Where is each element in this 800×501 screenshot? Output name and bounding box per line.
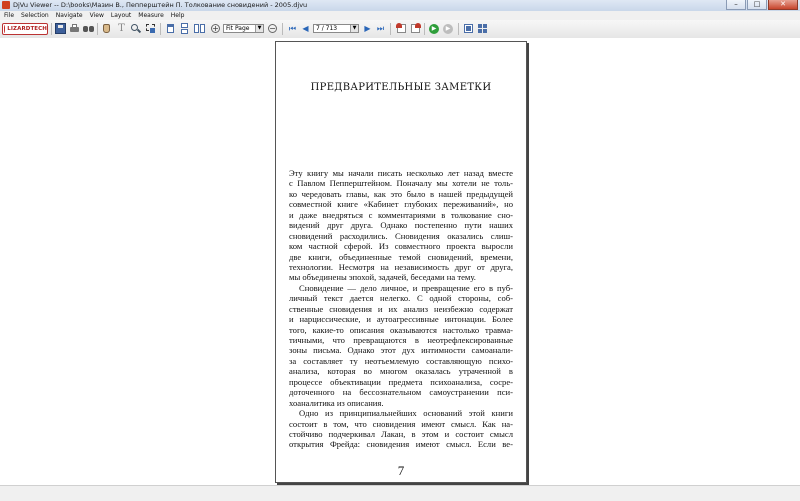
text-line: сновидений расходились. Сновидения оказались слиш- bbox=[289, 230, 513, 241]
text-line: состоит в том, что сновидения имеют смысл. Как на- bbox=[289, 418, 513, 429]
close-button[interactable]: ✕ bbox=[768, 0, 798, 10]
page-body-text bbox=[289, 168, 513, 450]
thumbnails-icon[interactable] bbox=[463, 23, 474, 34]
toolbar bbox=[0, 20, 800, 39]
maximize-button[interactable]: □ bbox=[747, 0, 767, 10]
rotate-right-icon[interactable] bbox=[410, 23, 421, 34]
horizontal-scrollbar[interactable] bbox=[0, 485, 800, 501]
rotate-left-icon[interactable] bbox=[396, 23, 407, 34]
window-title: DjVu Viewer -- D:\books\Мазин В., Пепперштейн П. Толкование сновидений - 2005.djvu bbox=[13, 1, 308, 9]
zoom-dropdown[interactable] bbox=[223, 24, 264, 33]
text-line: ком частной сферой. Из совместного проекта выросли bbox=[289, 241, 513, 252]
text-line: того, какие-то описания оказываются настолько травма- bbox=[289, 324, 513, 335]
app-icon bbox=[2, 1, 10, 9]
menu-help[interactable]: Help bbox=[170, 12, 185, 19]
page-heading: ПРЕДВАРИТЕЛЬНЫЕ ЗАМЕТКИ bbox=[310, 82, 492, 93]
region-select-icon[interactable] bbox=[145, 23, 156, 34]
chevron-down-icon[interactable]: ▼ bbox=[350, 25, 358, 32]
zoom-tool-icon[interactable] bbox=[130, 23, 141, 34]
print-icon[interactable] bbox=[69, 23, 80, 34]
save-icon[interactable] bbox=[55, 23, 66, 34]
menu-bar bbox=[0, 11, 800, 20]
text-line: и даже внедряться с комментариями в толкование сно- bbox=[289, 209, 513, 220]
menu-view[interactable]: View bbox=[89, 12, 104, 19]
text-line: анализа, которая во многом оказалась утраченной в bbox=[289, 366, 513, 377]
text-line: совместной книге «Кабинет глубоких переживаний», но bbox=[289, 199, 513, 210]
hand-tool-icon[interactable] bbox=[101, 23, 112, 34]
minimize-button[interactable]: – bbox=[726, 0, 746, 10]
zoom-value: Fit Page bbox=[226, 25, 250, 32]
text-line: технологии. Несмотря на независимость друг от друга, bbox=[289, 261, 513, 272]
text-line: за составляет ту неотъемлемую составляющую психо- bbox=[289, 355, 513, 366]
document-page[interactable] bbox=[275, 41, 527, 483]
window-controls bbox=[726, 0, 798, 11]
text-line: открытия Фрейда: сновидения имеют смысл. Если ве- bbox=[289, 439, 513, 450]
text-line: зоны письма. Однако этот дух интимности самоанали- bbox=[289, 345, 513, 356]
facing-pages-icon[interactable] bbox=[194, 23, 205, 34]
text-line: ко чередовать главы, как это было в нашей предыдущей bbox=[289, 188, 513, 199]
forward-icon[interactable]: ▶ bbox=[443, 24, 453, 34]
next-page-icon[interactable]: ▶ bbox=[364, 24, 371, 33]
zoom-in-icon[interactable]: + bbox=[212, 24, 219, 33]
text-line: две книги, объединенные темой сновидений, времени, bbox=[289, 251, 513, 262]
menu-file[interactable]: File bbox=[4, 12, 15, 19]
text-line: и нарциссические, и аутоагрессивные интонации. Более bbox=[289, 314, 513, 325]
menu-selection[interactable]: Selection bbox=[21, 12, 49, 19]
find-icon[interactable] bbox=[83, 23, 94, 34]
back-icon[interactable]: ▶ bbox=[429, 24, 439, 34]
menu-layout[interactable]: Layout bbox=[110, 12, 132, 19]
single-page-icon[interactable] bbox=[165, 23, 176, 34]
continuous-icon[interactable] bbox=[179, 23, 190, 34]
text-line: процессе объективации предмета психоанализа, сосре- bbox=[289, 376, 513, 387]
menu-measure[interactable]: Measure bbox=[138, 12, 164, 19]
menu-navigate[interactable]: Navigate bbox=[55, 12, 83, 19]
text-line: личный текст дается нелегко. С одной стороны, соб- bbox=[289, 293, 513, 304]
first-page-icon[interactable]: ⏮ bbox=[288, 24, 297, 33]
text-line: тичными, что превращаются в неотрефлексированные bbox=[289, 335, 513, 345]
text-line: Сновидение — дело личное, и превращение его в пуб- bbox=[299, 282, 513, 293]
page-number-value: 7 / 713 bbox=[316, 25, 338, 32]
text-line: видений друг друга. Однако постепенно пути наших bbox=[289, 220, 513, 231]
page-number-footer: 7 bbox=[397, 463, 405, 478]
text-line: доточенного на бессознательном самоустранении пси- bbox=[289, 387, 513, 398]
text-line: ственные сновидения и их анализ неизбежно содержат bbox=[289, 303, 513, 314]
last-page-icon[interactable]: ⏭ bbox=[376, 24, 385, 33]
text-line: мы объединены эпохой, задачей, беседами на тему. bbox=[289, 272, 476, 283]
text-line: Эту книгу мы начали писать несколько лет назад вместе bbox=[289, 168, 513, 178]
text-line: Одно из принципиальнейших оснований этой книги bbox=[299, 408, 513, 419]
text-line: стойчиво подчеркивал Лакан, в этом и состоит смысл bbox=[289, 428, 513, 439]
chevron-down-icon[interactable]: ▼ bbox=[255, 25, 263, 32]
previous-page-icon[interactable]: ◀ bbox=[302, 24, 309, 33]
page-number-dropdown[interactable] bbox=[313, 24, 359, 33]
text-select-icon[interactable]: T bbox=[118, 23, 125, 34]
zoom-out-icon[interactable]: − bbox=[269, 24, 276, 33]
text-line: с Павлом Пепперштейном. Поначалу мы хотели не толь- bbox=[289, 178, 513, 189]
lizardtech-logo[interactable]: LIZARDTECH bbox=[2, 23, 48, 35]
text-line: хоаналитика из описания. bbox=[289, 397, 384, 408]
outline-icon[interactable] bbox=[477, 23, 488, 34]
